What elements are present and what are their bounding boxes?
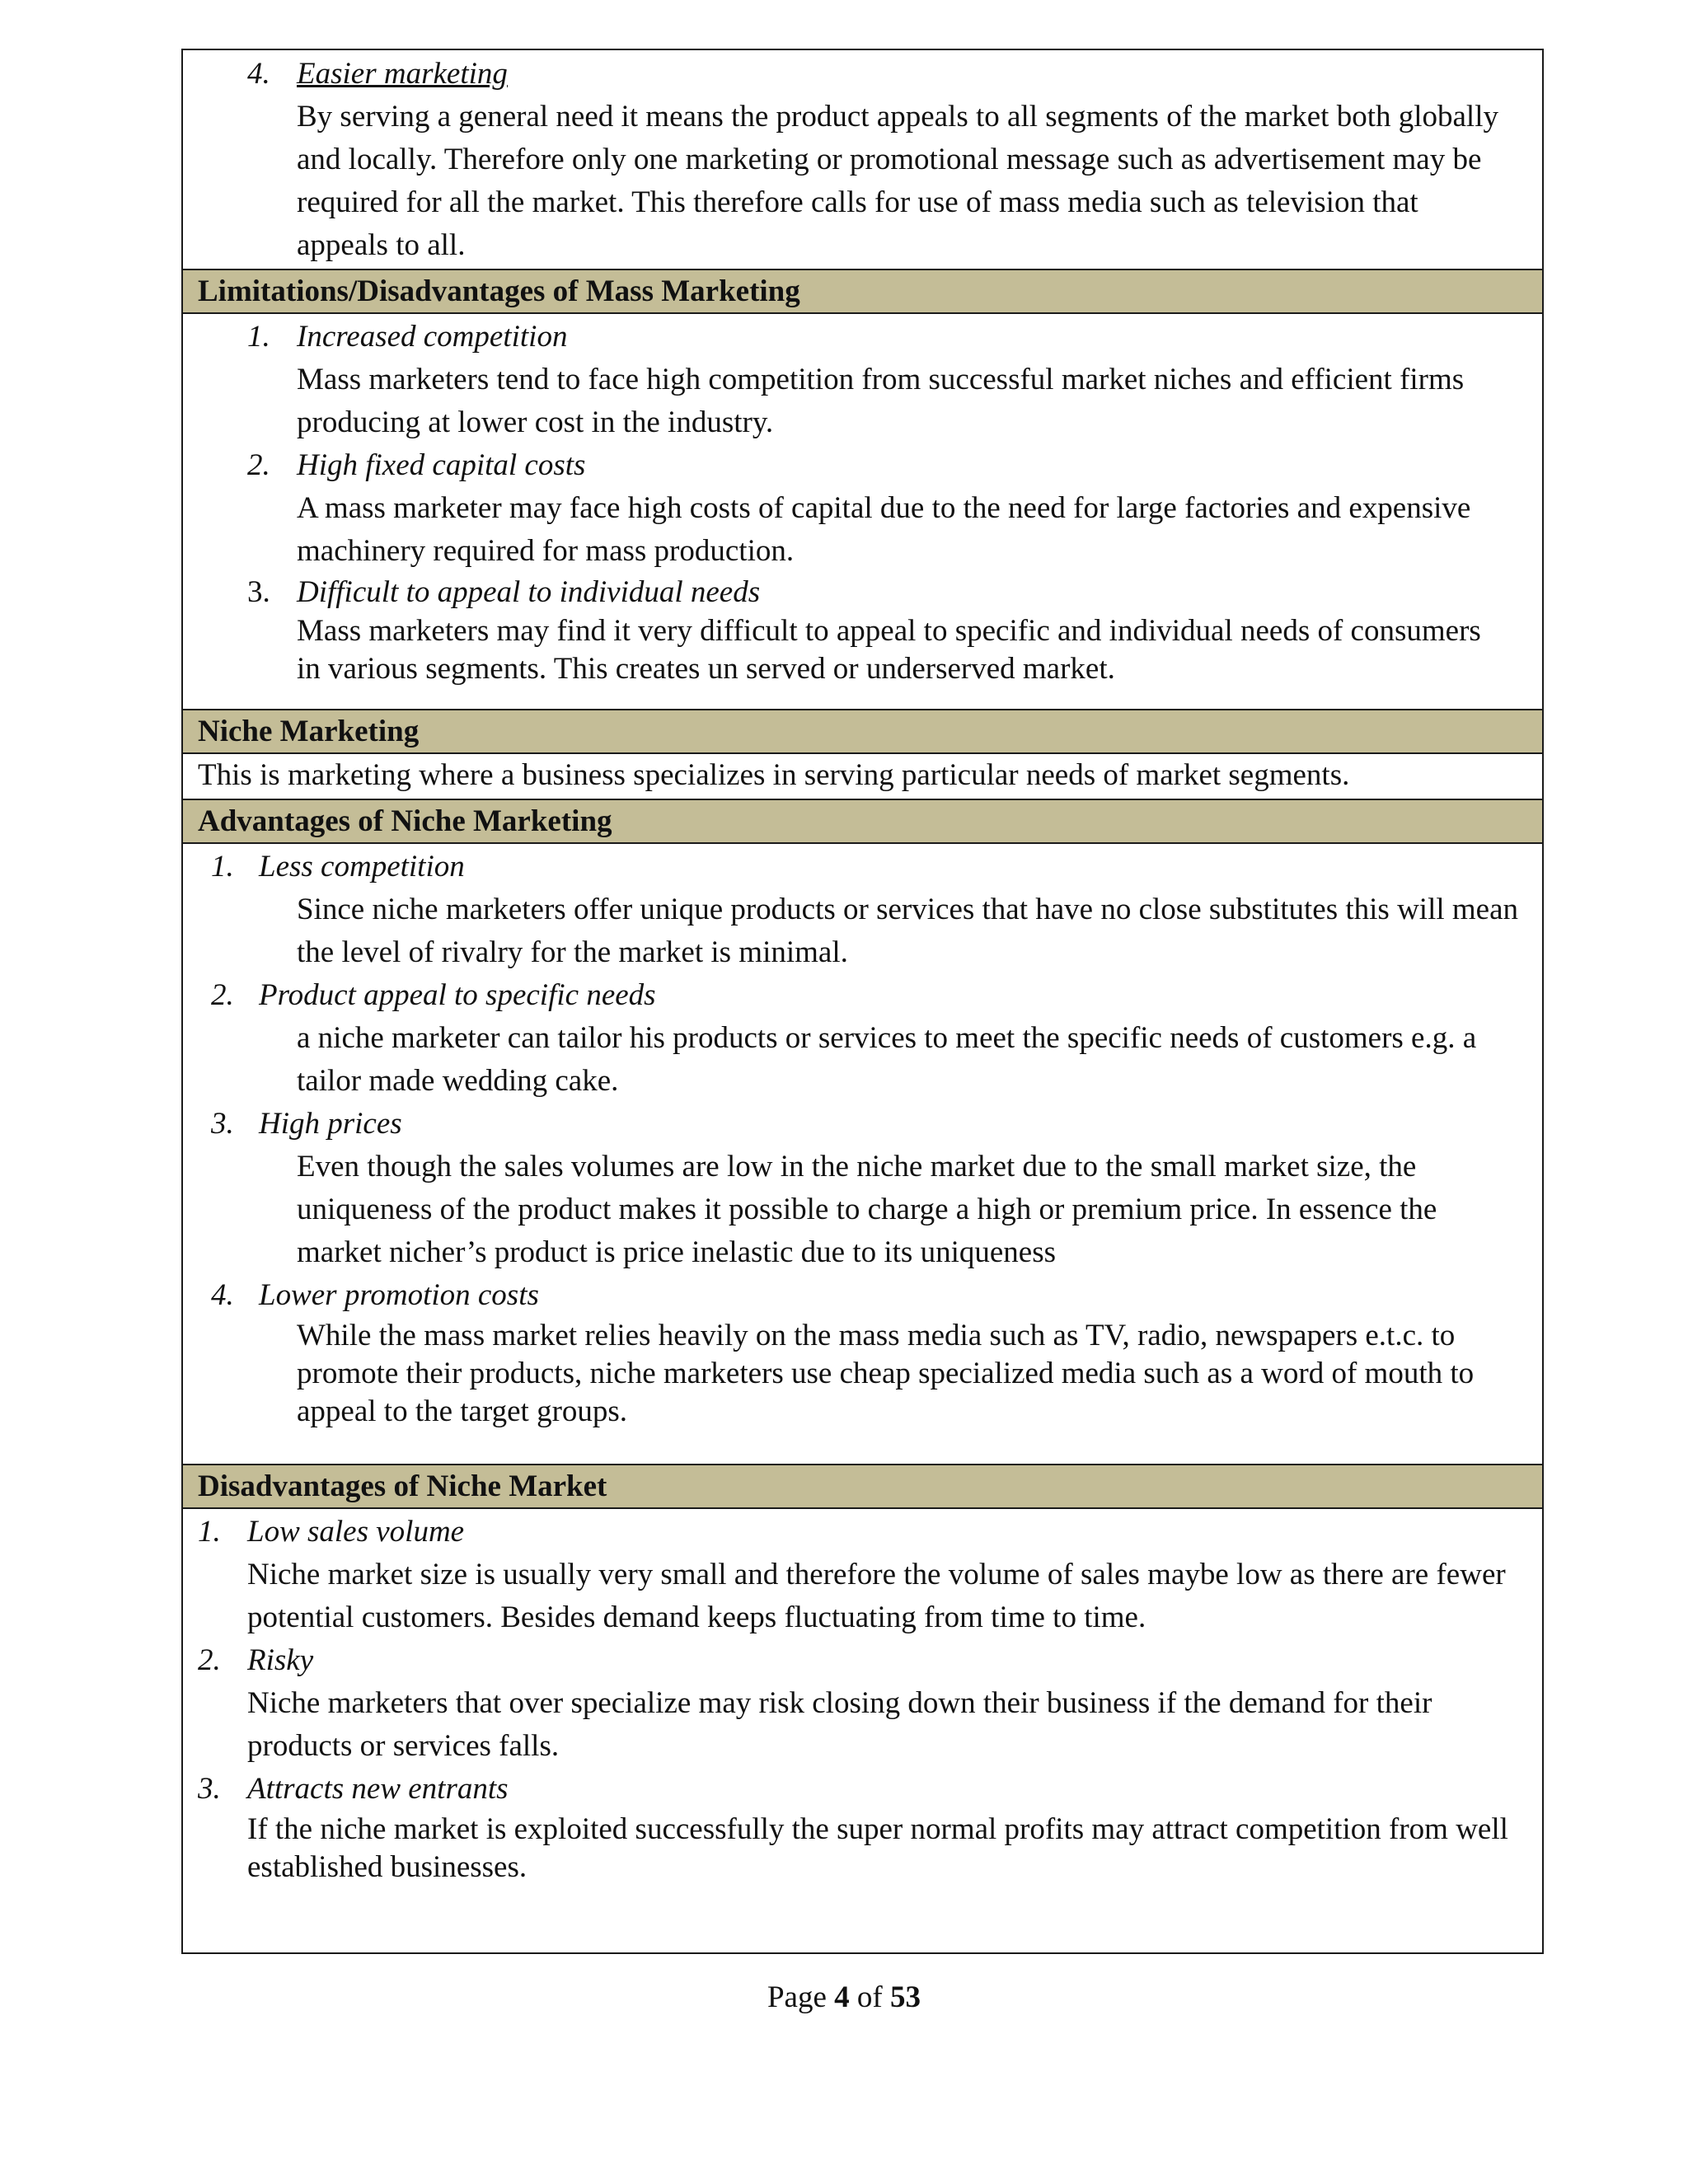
niche-disadvantages-section xyxy=(183,1465,1542,1952)
definition-text: This is marketing where a business specializes in serving particular needs of market segments. xyxy=(198,758,1350,792)
item-title-text: Risky xyxy=(247,1643,314,1677)
item-title-text: Difficult to appeal to individual needs xyxy=(297,575,761,609)
section-heading: Limitations/Disadvantages of Mass Marketing xyxy=(183,270,1542,314)
item-title-text: Lower promotion costs xyxy=(259,1278,539,1312)
list-item-body: While the mass market relies heavily on the mass media such as TV, radio, newspapers e.t.c. to promote their products, niche marketers use cheap specialized media such as a word of mouth to appeal to the target groups. xyxy=(297,1319,1475,1428)
list-item-body: By serving a general need it means the product appeals to all segments of the market both globally and locally. Therefore only one marketing or promotional message such as advertisement may be required for all the market. This therefore calls for use of mass media such as television that appeals to all. xyxy=(297,100,1498,262)
list-number: 3. xyxy=(247,575,270,609)
list-number: 1. xyxy=(211,850,234,883)
niche-marketing-section xyxy=(183,710,1542,800)
list-item-body: Niche market size is usually very small and therefore the volume of sales maybe low as there are fewer potential customers. Besides demand keeps fluctuating from time to time. xyxy=(247,1558,1506,1634)
list-item-title xyxy=(183,1274,1526,1317)
mass-limitations-section xyxy=(183,270,1542,710)
item-title-text: High prices xyxy=(259,1107,402,1141)
item-title-text: Less competition xyxy=(259,850,465,883)
list-item-title xyxy=(247,444,1509,487)
list xyxy=(183,1509,1542,1886)
list-item-body: Mass marketers may find it very difficult to appeal to specific and individual needs of consumers in various segments. This creates un served or underserved market. xyxy=(297,614,1481,686)
item-title-text: Low sales volume xyxy=(247,1515,465,1549)
list-number: 3. xyxy=(198,1772,221,1806)
item-title-text: Attracts new entrants xyxy=(247,1772,509,1806)
list-item-title xyxy=(183,846,1526,888)
item-title-text: Increased competition xyxy=(297,320,568,354)
list-number: 2. xyxy=(198,1643,221,1677)
page-footer xyxy=(0,1976,1688,2019)
section-heading: Niche Marketing xyxy=(183,710,1542,754)
list-item-title xyxy=(198,1768,1519,1811)
section-heading: Advantages of Niche Marketing xyxy=(183,800,1542,844)
list-number: 1. xyxy=(247,320,270,354)
item-title-text: Easier marketing xyxy=(297,57,508,91)
list-item-title xyxy=(183,1103,1526,1146)
niche-advantages-section xyxy=(183,800,1542,1465)
list-number: 1. xyxy=(198,1515,221,1549)
list-item-title xyxy=(198,1639,1519,1682)
list-item-body: Niche marketers that over specialize may risk closing down their business if the demand for their products or services falls. xyxy=(247,1686,1432,1763)
document-frame xyxy=(181,49,1544,1954)
item-title-text: Product appeal to specific needs xyxy=(259,978,656,1012)
current-page-number: 4 xyxy=(834,1980,850,2014)
list xyxy=(183,314,1542,688)
page-of-label: of xyxy=(856,1980,883,2014)
list-item-title xyxy=(247,573,1509,612)
list-item-body: a niche marketer can tailor his products or services to meet the specific needs of customers e.g. a tailor made wedding cake. xyxy=(297,1021,1477,1098)
list-item-title xyxy=(247,316,1509,359)
list-item-body: Even though the sales volumes are low in the niche market due to the small market size, the uniqueness of the product makes it possible to charge a high or premium price. In essence the market nicher’s product is price inelastic due to its uniqueness xyxy=(297,1150,1437,1269)
list-number: 4. xyxy=(247,57,270,91)
total-page-count: 53 xyxy=(890,1980,921,2014)
list-number: 4. xyxy=(211,1278,234,1312)
list-item-title xyxy=(183,53,1542,96)
list-item-body: If the niche market is exploited successfully the super normal profits may attract competition from well established businesses. xyxy=(247,1812,1508,1884)
item-title-text: High fixed capital costs xyxy=(297,448,586,482)
list-item-body: A mass marketer may face high costs of capital due to the need for large factories and expensive machinery required for mass production. xyxy=(297,491,1471,568)
list-item-title xyxy=(198,1511,1519,1554)
list-number: 2. xyxy=(247,448,270,482)
list-item-body: Mass marketers tend to face high competition from successful market niches and efficient firms producing at lower cost in the industry. xyxy=(297,363,1465,439)
list-item-body: Since niche marketers offer unique products or services that have no close substitutes this will mean the level of rivalry for the market is minimal. xyxy=(297,893,1519,969)
page-label: Page xyxy=(767,1980,827,2014)
list-number: 2. xyxy=(211,978,234,1012)
list xyxy=(183,844,1542,1431)
easier-marketing-section xyxy=(183,53,1542,270)
list-number: 3. xyxy=(211,1107,234,1141)
list-item-title xyxy=(183,974,1526,1017)
section-heading: Disadvantages of Niche Market xyxy=(183,1465,1542,1509)
